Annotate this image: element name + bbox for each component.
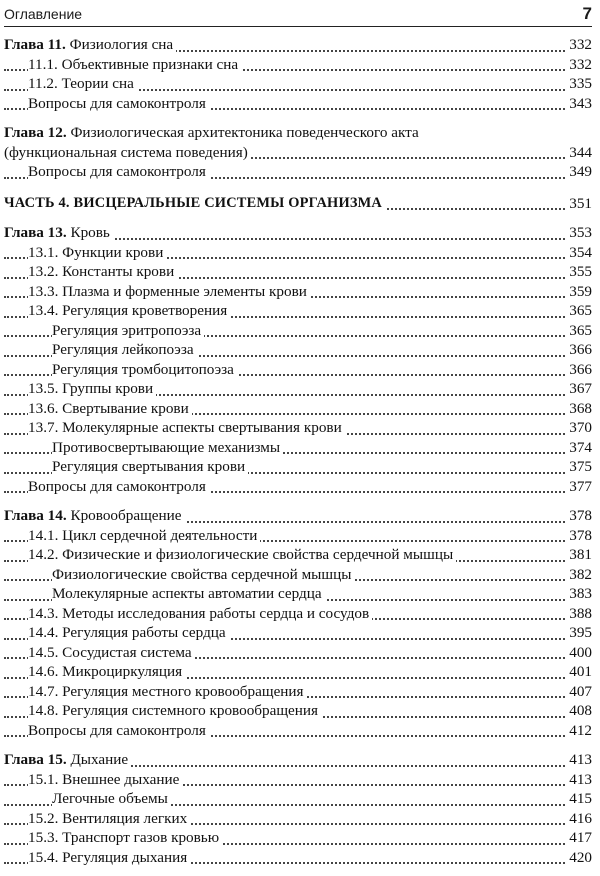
part-title: ЧАСТЬ 4. ВИСЦЕРАЛЬНЫЕ СИСТЕМЫ ОРГАНИЗМА: [4, 195, 385, 212]
toc-entry[interactable]: [4, 380, 592, 400]
toc-entry[interactable]: [4, 663, 592, 683]
entry-page: 355: [566, 263, 592, 281]
entry-page: 381: [566, 546, 592, 564]
toc-entry[interactable]: [4, 702, 592, 722]
entry-page: 365: [566, 302, 592, 320]
table-of-contents: [4, 36, 592, 868]
toc-entry-part-4[interactable]: [4, 195, 592, 215]
toc-entry[interactable]: [4, 263, 592, 283]
entry-title: 15.3. Транспорт газов кровью: [28, 829, 222, 847]
entry-page: 332: [566, 56, 592, 74]
toc-entry[interactable]: [4, 771, 592, 791]
entry-title: 13.5. Группы крови: [28, 380, 156, 398]
toc-entry-chapter-13[interactable]: [4, 224, 592, 244]
section-title: Оглавление: [4, 6, 83, 22]
entry-page: 378: [566, 527, 592, 545]
entry-page: 368: [566, 400, 592, 418]
entry-page: 370: [566, 419, 592, 437]
entry-page: 365: [566, 322, 592, 340]
entry-title: 13.2. Константы крови: [28, 263, 177, 281]
entry-title: 11.1. Объективные признаки сна: [28, 56, 241, 74]
entry-page: 353: [566, 224, 592, 242]
entry-page: 359: [566, 283, 592, 301]
entry-title: 14.4. Регуляция работы сердца: [28, 624, 229, 642]
entry-title: Физиологические свойства сердечной мышцы: [52, 566, 354, 584]
entry-title: 14.3. Методы исследования работы сердца и сосудов: [28, 605, 372, 623]
entry-page: 366: [566, 361, 592, 379]
entry-page: 412: [566, 722, 592, 740]
entry-title: Регуляция эритропоэза: [52, 322, 204, 340]
toc-entry[interactable]: [4, 829, 592, 849]
chapter-label: Глава 11.: [4, 36, 66, 53]
toc-entry[interactable]: [4, 478, 592, 498]
entry-title: 13.7. Молекулярные аспекты свертывания крови: [28, 419, 345, 437]
entry-title: 13.3. Плазма и форменные элементы крови: [28, 283, 310, 301]
toc-entry-chapter-11[interactable]: [4, 36, 592, 56]
toc-entry[interactable]: [4, 849, 592, 869]
entry-page: 335: [566, 75, 592, 93]
entry-page: 408: [566, 702, 592, 720]
entry-page: 382: [566, 566, 592, 584]
entry-title: Регуляция свертывания крови: [52, 458, 248, 476]
entry-title: 14.7. Регуляция местного кровообращения: [28, 683, 307, 701]
entry-page: 401: [566, 663, 592, 681]
entry-title: 14.2. Физические и физиологические свойства сердечной мышцы: [28, 546, 456, 564]
entry-page: 417: [566, 829, 592, 847]
toc-entry[interactable]: [4, 419, 592, 439]
entry-title: (функциональная система поведения): [4, 144, 251, 162]
entry-title: 13.4. Регуляция кроветворения: [28, 302, 230, 320]
toc-entry[interactable]: [4, 810, 592, 830]
toc-entry-chapter-14[interactable]: [4, 507, 592, 527]
entry-title: Вопросы для самоконтроля: [28, 722, 209, 740]
entry-page: 416: [566, 810, 592, 828]
entry-page: 407: [566, 683, 592, 701]
toc-entry[interactable]: [4, 283, 592, 303]
entry-title: 15.2. Вентиляция легких: [28, 810, 190, 828]
entry-title: 14.8. Регуляция системного кровообращения: [28, 702, 321, 720]
toc-entry[interactable]: [4, 585, 592, 605]
toc-entry[interactable]: [4, 56, 592, 76]
toc-entry-chapter-15[interactable]: [4, 751, 592, 771]
toc-entry-continued[interactable]: [4, 144, 592, 164]
toc-entry[interactable]: [4, 722, 592, 742]
toc-entry[interactable]: [4, 458, 592, 478]
toc-entry[interactable]: [4, 361, 592, 381]
entry-title: 13.1. Функции крови: [28, 244, 166, 262]
entry-page: 375: [566, 458, 592, 476]
entry-title: Противосвертывающие механизмы: [52, 439, 283, 457]
entry-page: 378: [566, 507, 592, 525]
toc-entry[interactable]: [4, 624, 592, 644]
entry-title: Молекулярные аспекты автоматии сердца: [52, 585, 325, 603]
toc-entry[interactable]: [4, 439, 592, 459]
entry-page: 354: [566, 244, 592, 262]
entry-page: 413: [566, 771, 592, 789]
entry-page: 367: [566, 380, 592, 398]
toc-entry[interactable]: [4, 790, 592, 810]
toc-entry[interactable]: [4, 302, 592, 322]
toc-entry[interactable]: [4, 566, 592, 586]
entry-title: Легочные объемы: [52, 790, 171, 808]
entry-title: 14.1. Цикл сердечной деятельности: [28, 527, 260, 545]
entry-page: 420: [566, 849, 592, 867]
entry-page: 351: [566, 195, 592, 213]
chapter-label: Глава 14.: [4, 507, 67, 524]
toc-entry[interactable]: [4, 163, 592, 183]
chapter-label: Глава 12.: [4, 124, 67, 141]
entry-title: Вопросы для самоконтроля: [28, 478, 209, 496]
toc-entry[interactable]: [4, 527, 592, 547]
toc-entry[interactable]: [4, 605, 592, 625]
entry-page: 343: [566, 95, 592, 113]
entry-page: 415: [566, 790, 592, 808]
entry-title: 13.6. Свертывание крови: [28, 400, 192, 418]
entry-title: Физиология сна: [65, 36, 174, 53]
chapter-label: Глава 13.: [4, 224, 67, 241]
entry-page: 388: [566, 605, 592, 623]
entry-title: 14.6. Микроциркуляция: [28, 663, 185, 681]
toc-entry[interactable]: [4, 244, 592, 264]
entry-title: Физиологическая архитектоника поведенческого акта: [66, 124, 419, 141]
toc-entry[interactable]: [4, 95, 592, 115]
entry-page: 374: [566, 439, 592, 457]
entry-page: 349: [566, 163, 592, 181]
page-number: 7: [582, 4, 592, 23]
entry-title: Вопросы для самоконтроля: [28, 95, 209, 113]
entry-title: Кровь: [66, 224, 110, 241]
toc-entry[interactable]: [4, 322, 592, 342]
entry-title: Вопросы для самоконтроля: [28, 163, 209, 181]
entry-title: Регуляция лейкопоэза: [52, 341, 197, 359]
entry-title: 15.4. Регуляция дыхания: [28, 849, 190, 867]
entry-page: 377: [566, 478, 592, 496]
entry-title: Дыхание: [66, 751, 129, 768]
toc-entry[interactable]: [4, 341, 592, 361]
entry-title: Регуляция тромбоцитопоэза: [52, 361, 237, 379]
entry-page: 395: [566, 624, 592, 642]
chapter-label: Глава 15.: [4, 751, 67, 768]
toc-entry[interactable]: [4, 683, 592, 703]
entry-title: 14.5. Сосудистая система: [28, 644, 195, 662]
toc-entry[interactable]: [4, 546, 592, 566]
entry-page: 400: [566, 644, 592, 662]
entry-title: 11.2. Теории сна: [28, 75, 137, 93]
toc-entry[interactable]: [4, 75, 592, 95]
toc-entry[interactable]: [4, 644, 592, 664]
entry-title: 15.1. Внешнее дыхание: [28, 771, 182, 789]
running-header: [4, 6, 592, 27]
entry-page: 344: [566, 144, 592, 162]
entry-page: 413: [566, 751, 592, 769]
toc-entry-chapter-12[interactable]: [4, 124, 592, 144]
toc-entry[interactable]: [4, 400, 592, 420]
entry-page: 383: [566, 585, 592, 603]
entry-title: Кровообращение: [66, 507, 182, 524]
entry-page: 332: [566, 36, 592, 54]
entry-page: 366: [566, 341, 592, 359]
